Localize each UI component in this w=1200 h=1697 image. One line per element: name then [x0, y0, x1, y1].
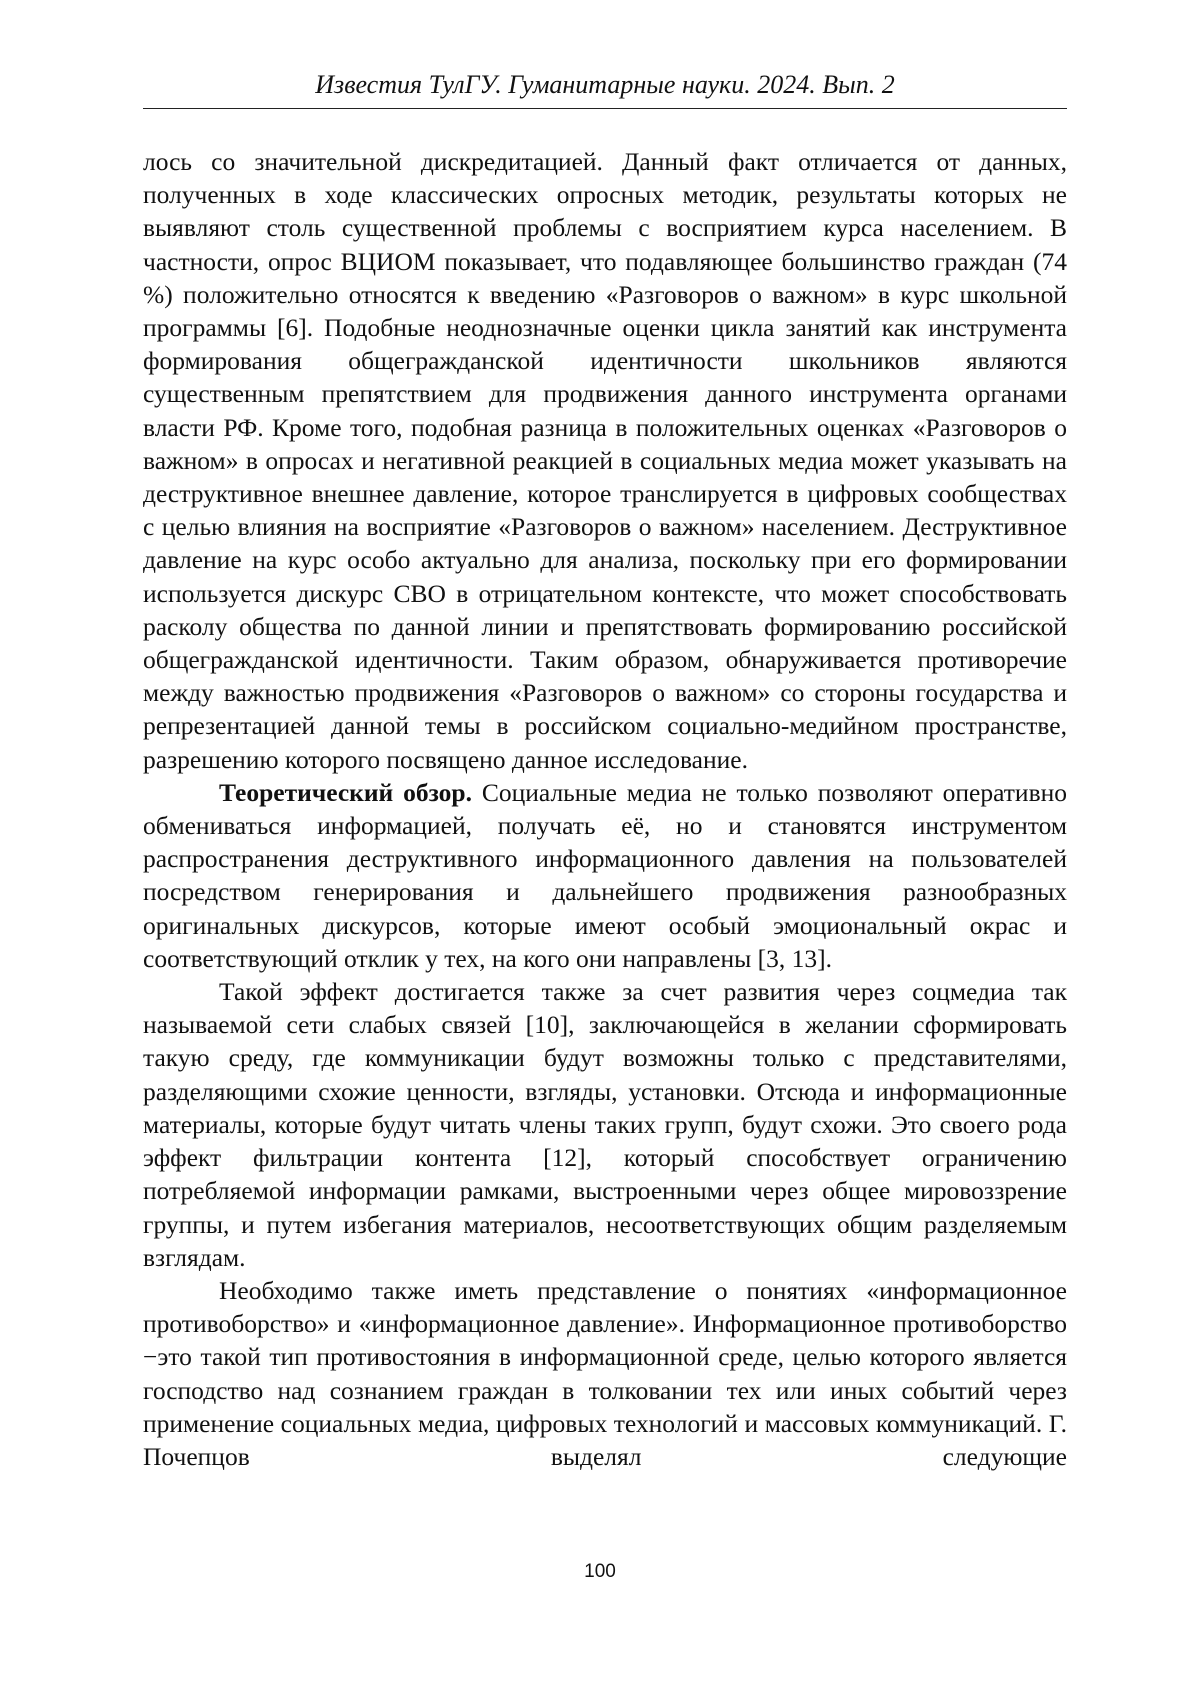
paragraph-weak-ties — [143, 975, 1067, 1274]
article-body — [143, 145, 1067, 1473]
section-run-in-heading: Теоретический обзор. — [219, 777, 472, 807]
journal-title-line: Известия ТулГУ. Гуманитарные науки. 2024. Вып. 2 — [315, 70, 895, 99]
paragraph-text: лось со значительной дискредитацией. Данный факт отличается от данных, полученных в ходе классических опросных методик, результаты которых не выявляют столь существенной проблемы с восприятием курса населением. В частности, опрос ВЦИОМ показывает, что подавляющее большинство граждан (74 %) положительно относятся к введению «Разговоров о важном» в курс школьной программы [6]. Подобные неоднозначные оценки цикла занятий как инструмента формирования общегражданской идентичности школьников являются существенным препятствием для продвижения данного инструмента органами власти РФ. Кроме того, подобная разница в положительных оценках «Разговоров о важном» в опросах и негативной реакцией в социальных медиа может указывать на деструктивное внешнее давление, которое транслируется в цифровых сообществах с целью влияния на восприятие «Разговоров о важном» населением. Деструктивное давление на курс особо актуально для анализа, поскольку при его формировании используется дискурс СВО в отрицательном контексте, что может способствовать расколу общества по данной линии и препятствовать формированию российской общегражданской идентичности. Таким образом, обнаруживается противоречие между важностью продвижения «Разговоров о важном» со стороны государства и репрезентацией данной темы в российском социально-медийном пространстве, разрешению которого посвящено данное исследование. — [143, 147, 1067, 774]
paragraph-text: Социальные медиа не только позволяют оперативно обмениваться информацией, получать её, но и становятся инструментом распространения деструктивного информационного давления на пользователей посредством генерирования и дальнейшего продвижения разнообразных оригинальных дискурсов, которые имеют особый эмоциональный окрас и соответствующий отклик у тех, на кого они направлены [3, 13]. — [143, 777, 1068, 973]
paragraph-information-confrontation — [143, 1274, 1067, 1473]
page-number: 100 — [584, 1561, 616, 1582]
paragraph-continuation — [143, 145, 1067, 776]
paragraph-text: Необходимо также иметь представление о понятиях «информационное противоборство» и «информационное давление». Информационное противоборство −это такой тип противостояния в информационной среде, целью которого является господство над сознанием граждан в толковании тех или иных событий через применение социальных медиа, цифровых технологий и массовых коммуникаций. Г. Почепцов выделял следующие — [143, 1275, 1067, 1471]
paragraph-text: Такой эффект достигается также за счет развития через соцмедиа так называемой сети слабых связей [10], заключающейся в желании сформировать такую среду, где коммуникации будут возможны только с представителями, разделяющими схожие ценности, взгляды, установки. Отсюда и информационные материалы, которые будут читать члены таких групп, будут схожи. Это своего рода эффект фильтрации контента [12], который способствует ограничению потребляемой информации рамками, выстроенными через общее мировоззрение группы, и путем избегания материалов, несоответствующих общим разделяемым взглядам. — [143, 977, 1067, 1272]
running-header — [143, 68, 1067, 109]
paragraph-theoretical-review — [143, 776, 1067, 975]
